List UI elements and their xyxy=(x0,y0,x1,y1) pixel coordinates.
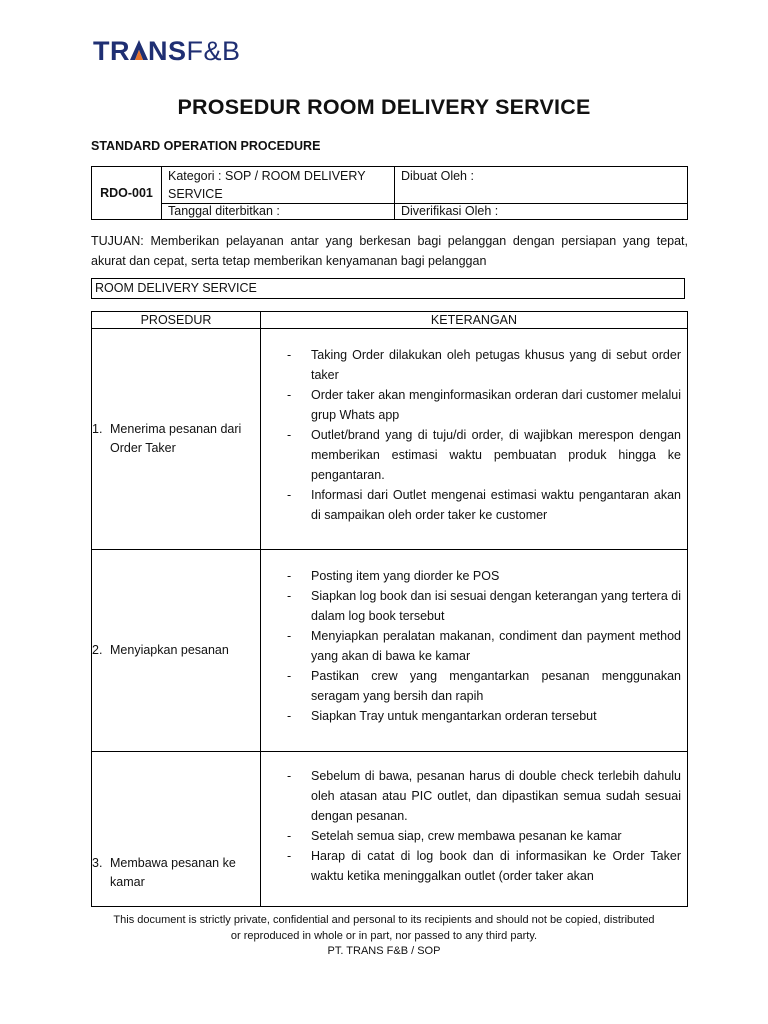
page-title: PROSEDUR ROOM DELIVERY SERVICE xyxy=(177,95,591,119)
prosedur-text: Membawa pesanan ke kamar xyxy=(110,856,236,889)
list-item: - Pastikan crew yang mengantarkan pesanan menggunakan seragam yang bersih dan rapih xyxy=(287,666,681,706)
diverifikasi-oleh: Diverifikasi Oleh : xyxy=(395,204,688,220)
footer-line2: or reproduced in whole or in part, nor passed to any third party. xyxy=(230,929,538,942)
prosedur-item xyxy=(92,420,260,458)
list-item: - Siapkan log book dan isi sesuai dengan keterangan yang tertera di dalam log book tersebut xyxy=(287,586,681,626)
list-item: - Setelah semua siap, crew membawa pesanan ke kamar xyxy=(287,826,681,846)
header-keterangan: KETERANGAN xyxy=(261,312,688,329)
dibuat-oleh: Dibuat Oleh : xyxy=(395,167,688,204)
kategori-line1: Kategori : SOP / ROOM DELIVERY xyxy=(168,169,366,183)
list-item: - Taking Order dilakukan oleh petugas khusus yang di sebut order taker xyxy=(287,345,681,385)
procedure-table xyxy=(91,311,688,907)
logo-text-tr: TR xyxy=(93,36,130,66)
kategori-cell xyxy=(162,167,395,204)
prosedur-item xyxy=(92,854,260,892)
prosedur-cell xyxy=(92,550,261,752)
table-row xyxy=(92,550,688,752)
list-item: - Harap di catat di log book dan di informasikan ke Order Taker waktu ketika meninggalkan outlet (order taker akan xyxy=(287,846,681,886)
prosedur-number: 3. xyxy=(92,856,103,870)
document-code: RDO-001 xyxy=(92,167,162,220)
list-item: - Outlet/brand yang di tuju/di order, di wajibkan merespon dengan memberikan estimasi waktu pembuatan produk hingga ke pengantaran. xyxy=(287,425,681,485)
logo-a-glyph xyxy=(130,36,148,67)
prosedur-number: 2. xyxy=(92,643,103,657)
footer-line1: This document is strictly private, confidential and personal to its recipients and should not be copied, distributed xyxy=(113,914,655,926)
list-item: - Order taker akan menginformasikan orderan dari customer melalui grup Whats app xyxy=(287,385,681,425)
keterangan-list xyxy=(261,566,687,726)
list-item: - Siapkan Tray untuk mengantarkan orderan tersebut xyxy=(287,706,681,726)
footer-company: PT. TRANS F&B / SOP xyxy=(327,945,441,957)
section-title-box xyxy=(91,278,685,299)
table-row xyxy=(92,752,688,907)
tanggal-diterbitkan: Tanggal diterbitkan : xyxy=(162,204,395,220)
list-item: - Menyiapkan peralatan makanan, condiment dan payment method yang akan di bawa ke kamar xyxy=(287,626,681,666)
prosedur-text: Menyiapkan pesanan xyxy=(110,643,229,657)
prosedur-cell xyxy=(92,329,261,550)
kategori-line2: SERVICE xyxy=(168,187,223,201)
keterangan-list xyxy=(261,766,687,886)
logo-a-icon xyxy=(130,40,148,60)
prosedur-number: 1. xyxy=(92,422,103,436)
logo-text-fb: F&B xyxy=(186,36,241,66)
keterangan-cell xyxy=(261,550,688,752)
page-subtitle: STANDARD OPERATION PROCEDURE xyxy=(91,139,321,153)
keterangan-cell xyxy=(261,752,688,907)
prosedur-text: Menerima pesanan dari Order Taker xyxy=(110,422,242,455)
logo xyxy=(93,36,241,67)
table-header-row xyxy=(92,312,688,329)
header-prosedur: PROSEDUR xyxy=(92,312,261,329)
footer xyxy=(0,913,768,960)
list-item: - Informasi dari Outlet mengenai estimasi waktu pengantaran akan di sampaikan oleh order taker ke customer xyxy=(287,485,681,525)
tujuan-paragraph: TUJUAN: Memberikan pelayanan antar yang berkesan bagi pelanggan dengan persiapan yang tepat, akurat dan cepat, serta tetap memberikan kenyamanan bagi pelanggan xyxy=(91,234,688,268)
prosedur-cell xyxy=(92,752,261,907)
meta-table xyxy=(91,166,688,220)
list-item: - Posting item yang diorder ke POS xyxy=(287,566,681,586)
table-row xyxy=(92,329,688,550)
logo-text-ns: NS xyxy=(148,36,187,66)
keterangan-cell xyxy=(261,329,688,550)
list-item: - Sebelum di bawa, pesanan harus di double check terlebih dahulu oleh atasan atau PIC outlet, dan dipastikan semua sudah sesuai dengan pesanan. xyxy=(287,766,681,826)
prosedur-item xyxy=(92,641,260,660)
section-title: ROOM DELIVERY SERVICE xyxy=(95,281,257,295)
keterangan-list xyxy=(261,345,687,525)
